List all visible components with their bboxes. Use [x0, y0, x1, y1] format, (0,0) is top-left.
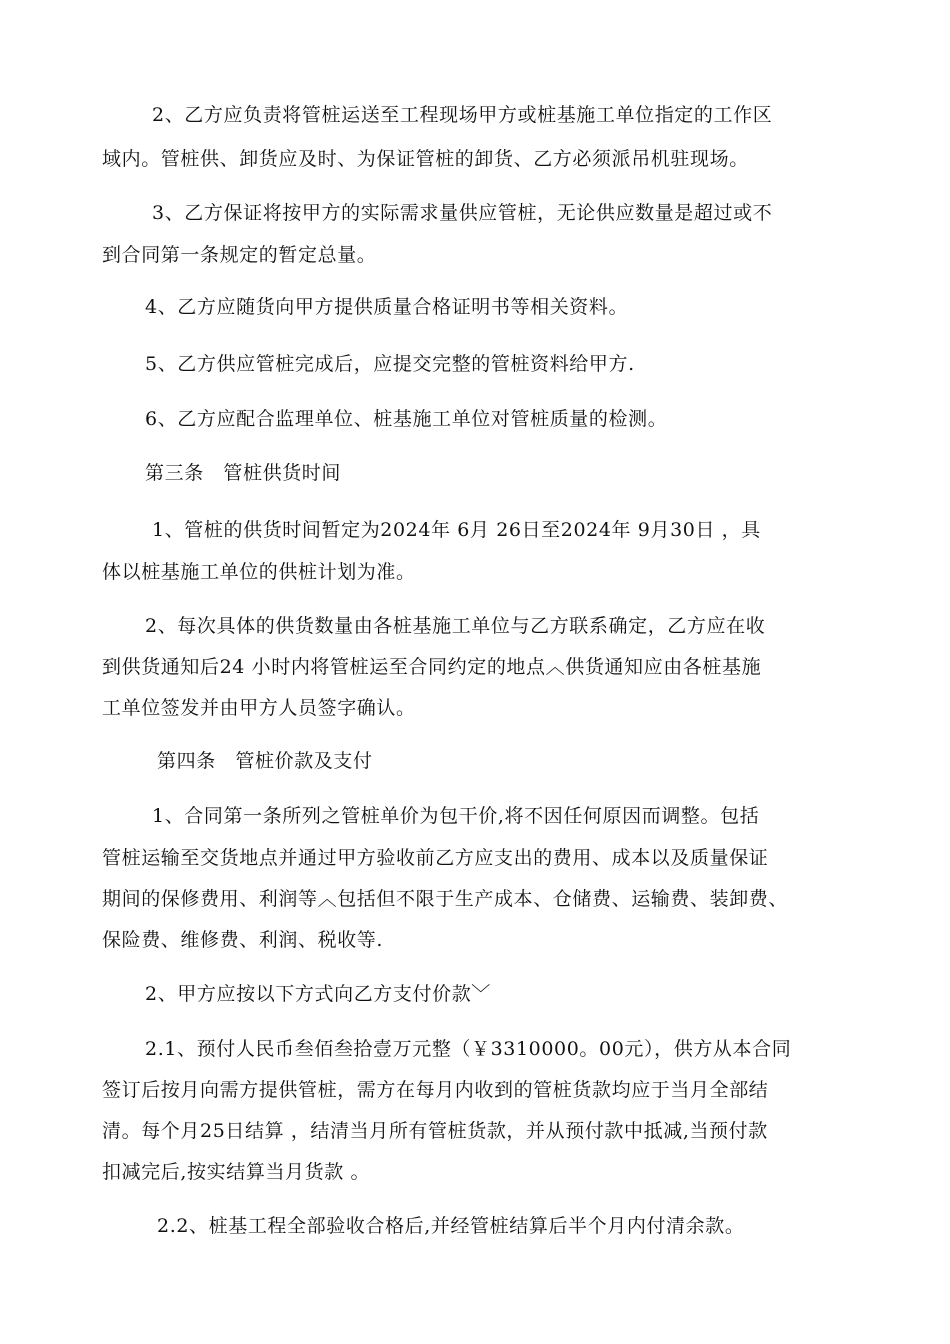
article-4-item-2: 2、甲方应按以下方式向乙方支付价款﹀ — [145, 983, 491, 1005]
section-heading-article-4: 第四条 管桩价款及支付 — [157, 750, 373, 772]
article-3-item-1-line-1: 1、管桩的供货时间暂定为2024年 6月 26日至2024年 9月30日 ，具 — [152, 519, 761, 541]
article-4-item-1-line-4: 保险费、维修费、利润、税收等. — [102, 929, 384, 951]
article-3-item-2-line-2: 到供货通知后24 小时内将管桩运至合同约定的地点︿供货通知应由各桩基施 — [102, 656, 762, 678]
article-4-item-2-1-line-2: 签订后按月向需方提供管桩，需方在每月内收到的管桩货款均应于当月全部结 — [102, 1079, 769, 1101]
article-4-item-2-1-line-3: 清。每个月25日结算 ，结清当月所有管桩货款，并从预付款中抵减,当预付款 — [102, 1120, 768, 1142]
article-4-item-2-1-line-4: 扣减完后,按实结算当月货款 。 — [102, 1161, 371, 1183]
article-4-item-1-line-1: 1、合同第一条所列之管桩单价为包干价,将不因任何原因而调整。包括 — [152, 805, 760, 827]
paragraph-6: 6、乙方应配合监理单位、桩基施工单位对管桩质量的检测。 — [145, 408, 668, 430]
paragraph-3-line-2: 到合同第一条规定的暂定总量。 — [102, 244, 377, 266]
article-4-item-1-line-2: 管桩运输至交货地点并通过甲方验收前乙方应支出的费用、成本以及质量保证 — [102, 847, 769, 869]
paragraph-5: 5、乙方供应管桩完成后，应提交完整的管桩资料给甲方. — [145, 353, 635, 375]
article-4-item-1-line-3: 期间的保修费用、利润等︿包括但不限于生产成本、仓储费、运输费、装卸费、 — [102, 888, 789, 910]
paragraph-2-line-1: 2、乙方应负责将管桩运送至工程现场甲方或桩基施工单位指定的工作区 — [152, 104, 773, 126]
paragraph-2-line-2: 域内。管桩供、卸货应及时、为保证管桩的卸货、乙方必须派吊机驻现场。 — [102, 148, 749, 170]
paragraph-3-line-1: 3、乙方保证将按甲方的实际需求量供应管桩，无论供应数量是超过或不 — [152, 202, 773, 224]
article-3-item-1-line-2: 体以桩基施工单位的供桩计划为准。 — [102, 561, 416, 583]
article-3-item-2-line-1: 2、每次具体的供货数量由各桩基施工单位与乙方联系确定，乙方应在收 — [145, 615, 766, 637]
article-3-item-2-line-3: 工单位签发并由甲方人员签字确认。 — [102, 697, 416, 719]
section-heading-article-3: 第三条 管桩供货时间 — [145, 462, 342, 484]
paragraph-4: 4、乙方应随货向甲方提供质量合格证明书等相关资料。 — [145, 296, 629, 318]
article-4-item-2-2: 2.2、桩基工程全部验收合格后,并经管桩结算后半个月内付清余款。 — [157, 1215, 745, 1237]
article-4-item-2-1-line-1: 2.1、预付人民币叁佰叁拾壹万元整（￥3310000。00元），供方从本合同 — [145, 1038, 792, 1060]
